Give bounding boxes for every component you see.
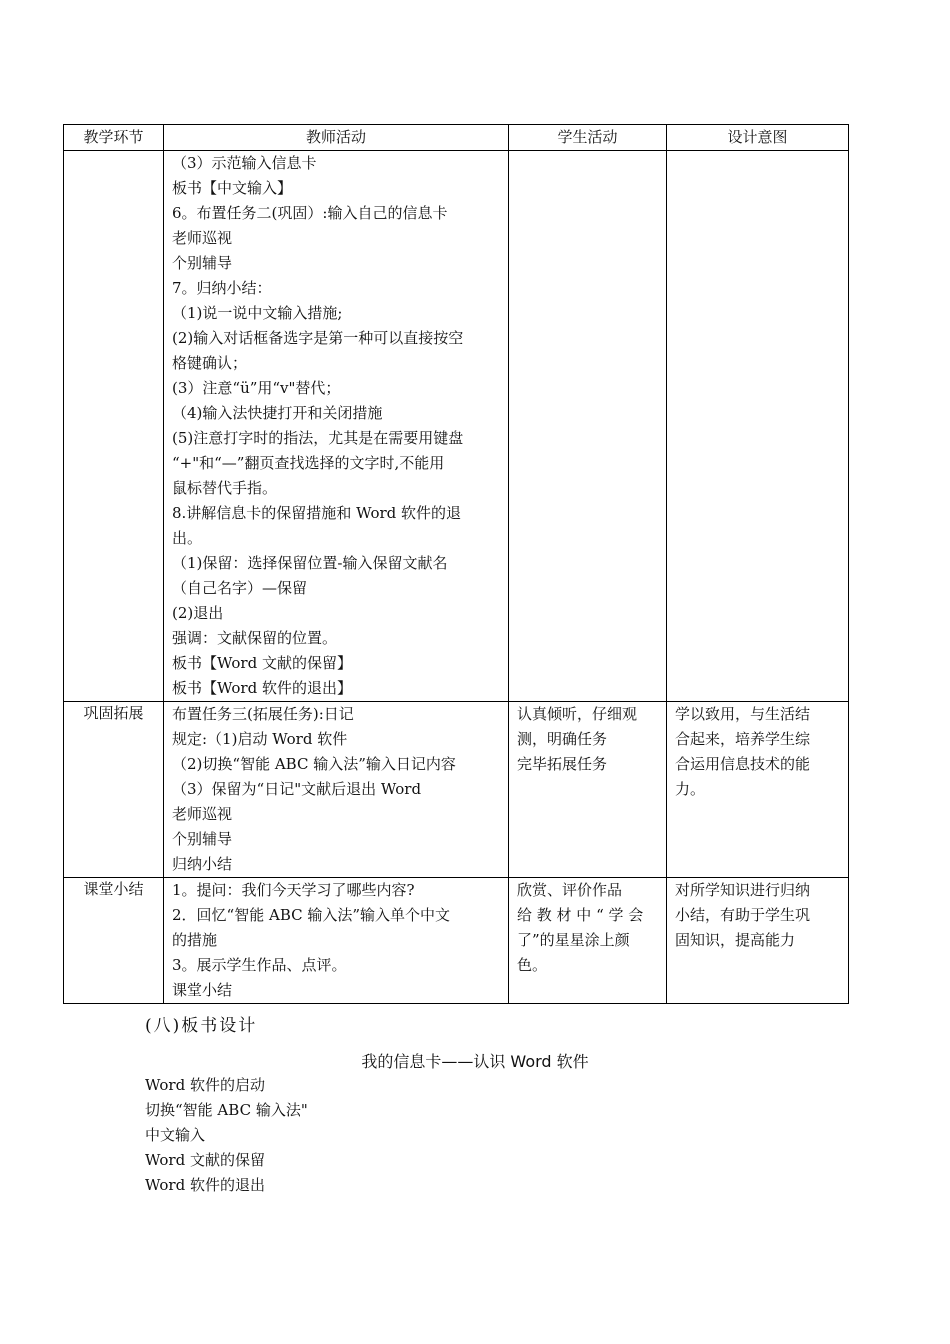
cell-teacher-activity [164,878,509,1004]
list-item: 切换“智能 ABC 输入法" [145,1101,308,1119]
text-line: 欣赏、评价作品 [517,881,623,899]
text-line: 规定:（1)启动 Word 软件 [172,730,348,748]
text-line: 合起来，培养学生综 [675,730,811,748]
text-line: 学以致用，与生活结 [675,705,811,723]
cell-student-activity [509,878,667,1004]
list-item: 中文输入 [145,1126,206,1144]
text-line: 个别辅导 [172,254,233,272]
text-line: 鼠标替代手指。 [172,479,278,497]
cell-design-intent [667,702,849,878]
text-line: （4)输入法快捷打开和关闭措施 [172,404,383,422]
text-line: 认真倾听，仔细观 [517,705,638,723]
text-line: （1)保留：选择保留位置-输入保留文献名 [172,554,448,572]
text-line: (2)退出 [172,604,224,622]
cell-design-intent [667,878,849,1004]
text-line: 的措施 [172,931,218,949]
text-line: （自己名字）—保留 [172,579,308,597]
cell-teacher-activity [164,151,509,702]
text-line: 归纳小结 [172,855,233,873]
cell-stage: 巩固拓展 [64,702,164,878]
text-line: 8.讲解信息卡的保留措施和 Word 软件的退 [172,504,462,522]
text-line: 7。归纳小结： [172,279,272,297]
header-student-activity: 学生活动 [509,125,667,151]
text-line: （3）示范输入信息卡 [172,154,317,172]
section-heading: (八)板书设计 [145,1016,258,1036]
table-row [64,151,849,702]
text-line: （1)说一说中文输入措施; [172,304,343,322]
text-line: 老师巡视 [172,805,233,823]
board-title: 我的信息卡——认识 Word 软件 [361,1052,589,1071]
header-teacher-activity: 教师活动 [164,125,509,151]
text-line: (3）注意“ü”用“v"替代； [172,379,341,397]
text-line: 对所学知识进行归纳 [675,881,811,899]
text-line: “+"和“—”翻页查找选择的文字时,不能用 [172,454,445,472]
text-line: 1。提问：我们今天学习了哪些内容? [172,881,415,899]
cell-stage [64,151,164,702]
cell-stage: 课堂小结 [64,878,164,1004]
text-line: 色。 [517,956,548,974]
text-line: 格键确认； [172,354,248,372]
text-line: 布置任务三(拓展任务):日记 [172,705,354,723]
text-line: （2)切换“智能 ABC 输入法”输入日记内容 [172,755,456,773]
text-line: 力。 [675,780,706,798]
cell-design-intent [667,151,849,702]
text-line: 测，明确任务 [517,730,608,748]
text-line: 给 教 材 中 “ 学 会 [517,906,644,924]
text-line: 课堂小结 [172,981,233,999]
text-line: 了”的星星涂上颜 [517,931,630,949]
table-row [64,878,849,1004]
text-line: 完毕拓展任务 [517,755,608,773]
text-line: 小结，有助于学生巩 [675,906,811,924]
text-line: 2．回忆“智能 ABC 输入法”输入单个中文 [172,906,451,924]
header-stage: 教学环节 [64,125,164,151]
cell-teacher-activity [164,702,509,878]
text-line: (5)注意打字时的指法，尤其是在需要用键盘 [172,429,464,447]
text-line: 板书【Word 软件的退出】 [172,679,352,697]
text-line: 板书【中文输入】 [172,179,293,197]
text-line: 3。展示学生作品、点评。 [172,956,347,974]
list-item: Word 软件的启动 [145,1076,265,1094]
lesson-plan-table [63,124,849,1004]
table-row [64,702,849,878]
text-line: 合运用信息技术的能 [675,755,811,773]
cell-student-activity [509,702,667,878]
table-header-row [64,125,849,151]
text-line: 固知识，提高能力 [675,931,796,949]
text-line: (2)输入对话框备选字是第一种可以直接按空 [172,329,464,347]
text-line: 老师巡视 [172,229,233,247]
cell-student-activity [509,151,667,702]
text-line: 板书【Word 文献的保留】 [172,654,352,672]
text-line: 强调：文献保留的位置。 [172,629,338,647]
header-design-intent: 设计意图 [667,125,849,151]
list-item: Word 软件的退出 [145,1176,265,1194]
board-item-list [145,1073,308,1198]
list-item: Word 文献的保留 [145,1151,265,1169]
text-line: 6。布置任务二(巩固）:输入自己的信息卡 [172,204,448,222]
text-line: 出。 [172,529,203,547]
text-line: 个别辅导 [172,830,233,848]
text-line: （3）保留为“日记"文献后退出 Word [172,780,422,798]
